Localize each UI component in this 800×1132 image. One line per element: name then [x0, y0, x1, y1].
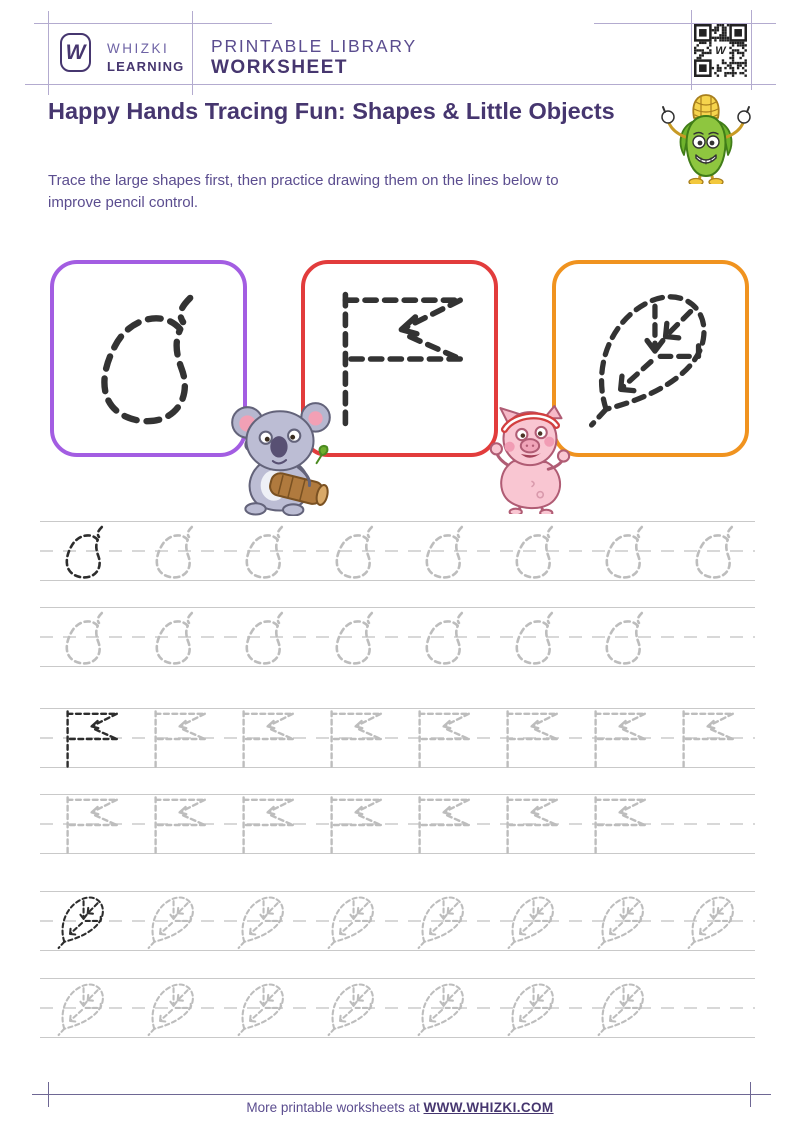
pear-trace-shape-small	[506, 521, 564, 583]
flag-trace-shape-small	[61, 795, 121, 855]
pig-character-illustration	[487, 404, 577, 514]
crop-mark	[691, 10, 692, 90]
leaf-trace-shape-small	[506, 891, 558, 953]
corn-character-illustration	[658, 94, 754, 184]
pear-trace-shape-small	[146, 607, 204, 669]
leaf-trace-shape-small	[326, 978, 378, 1040]
leaf-trace-shape-small	[596, 891, 648, 953]
pear-trace-shape-small	[416, 521, 474, 583]
leaf-trace-shape-small	[686, 891, 738, 953]
tracing-row-leaf	[40, 891, 755, 951]
trace-box-leaf	[552, 260, 749, 457]
flag-trace-shape-small	[413, 709, 473, 769]
trace-boxes	[50, 260, 749, 457]
brand-learning: LEARNING	[107, 59, 185, 74]
flag-trace-shape	[330, 289, 470, 429]
flag-trace-shape-small	[325, 795, 385, 855]
leaf-trace-shape-small	[56, 891, 108, 953]
trace-box-pear	[50, 260, 247, 457]
leaf-trace-shape-small	[416, 978, 468, 1040]
crop-mark-divider	[192, 11, 193, 95]
flag-trace-shape-small	[589, 795, 649, 855]
leaf-trace-shape-small	[326, 891, 378, 953]
flag-trace-shape-small	[237, 795, 297, 855]
crop-mark	[594, 23, 776, 24]
leaf-trace-shape-small	[56, 978, 108, 1040]
leaf-trace-shape-small	[416, 891, 468, 953]
pear-trace-shape-small	[596, 521, 654, 583]
footer-prefix: More printable worksheets at	[246, 1100, 424, 1115]
footer-divider	[32, 1094, 771, 1095]
footer-text	[0, 1100, 800, 1115]
flag-trace-shape-small	[237, 709, 297, 769]
footer-link[interactable]: WWW.WHIZKI.COM	[423, 1100, 554, 1115]
pear-trace-shape-small	[146, 521, 204, 583]
pear-trace-shape-small	[236, 521, 294, 583]
header-doc-type: WORKSHEET	[211, 57, 348, 78]
flag-trace-shape-small	[677, 709, 737, 769]
leaf-trace-shape-small	[146, 978, 198, 1040]
flag-trace-shape-small	[501, 709, 561, 769]
tracing-row-pear	[40, 521, 755, 581]
crop-mark	[34, 23, 272, 24]
logo-monogram: W	[65, 41, 86, 64]
pear-trace-shape-small	[326, 607, 384, 669]
brand-name	[107, 41, 185, 74]
brand-whizki: WHIZKI	[107, 41, 170, 56]
svg-text:W: W	[715, 45, 726, 57]
crop-mark	[751, 10, 752, 90]
leaf-trace-shape-small	[506, 978, 558, 1040]
leaf-trace-shape-small	[146, 891, 198, 953]
flag-trace-shape-small	[413, 795, 473, 855]
leaf-trace-shape-small	[596, 978, 648, 1040]
pear-trace-shape-small	[56, 607, 114, 669]
leaf-trace-shape-small	[236, 978, 288, 1040]
flag-trace-shape-small	[589, 709, 649, 769]
qr-code-icon	[694, 24, 747, 77]
pear-trace-shape-small	[236, 607, 294, 669]
leaf-trace-shape	[585, 285, 717, 433]
leaf-trace-shape-small	[236, 891, 288, 953]
pear-trace-shape	[78, 288, 220, 430]
tracing-row-flag	[40, 708, 755, 768]
tracing-row-leaf	[40, 978, 755, 1038]
practice-rows	[40, 521, 755, 1038]
koala-character-illustration	[225, 396, 339, 516]
flag-trace-shape-small	[501, 795, 561, 855]
flag-trace-shape-small	[61, 709, 121, 769]
pear-trace-shape-small	[416, 607, 474, 669]
whizki-logo	[60, 33, 91, 72]
pear-trace-shape-small	[326, 521, 384, 583]
pear-trace-shape-small	[686, 521, 744, 583]
crop-mark	[25, 84, 776, 85]
page-title: Happy Hands Tracing Fun: Shapes & Little Objects	[48, 98, 615, 124]
instructions-text: Trace the large shapes first, then practice drawing them on the lines below to improve pencil control.	[48, 172, 559, 211]
crop-mark	[48, 11, 49, 95]
pear-trace-shape-small	[56, 521, 114, 583]
flag-trace-shape-small	[149, 795, 209, 855]
flag-trace-shape-small	[149, 709, 209, 769]
tracing-row-flag	[40, 794, 755, 854]
tracing-row-pear	[40, 607, 755, 667]
flag-trace-shape-small	[325, 709, 385, 769]
pear-trace-shape-small	[596, 607, 654, 669]
header-kicker: PRINTABLE LIBRARY	[211, 36, 417, 56]
pear-trace-shape-small	[506, 607, 564, 669]
